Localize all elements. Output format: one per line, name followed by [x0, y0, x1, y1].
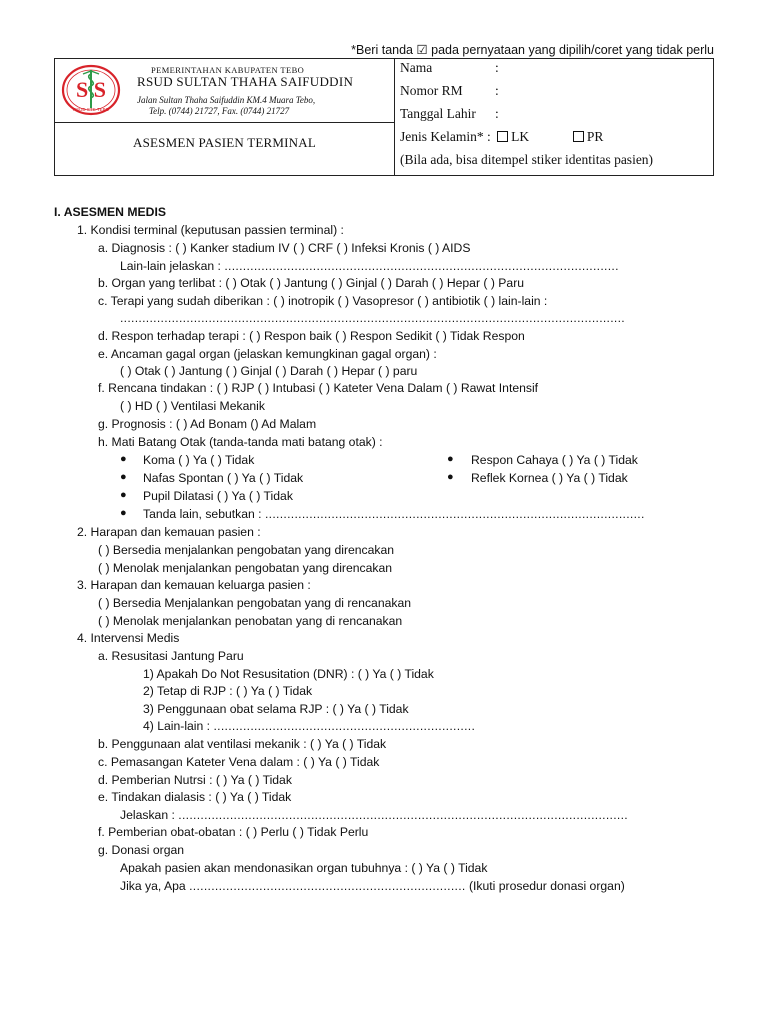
respon-cahaya-row[interactable]: Respon Cahaya ( ) Ya ( ) Tidak [471, 453, 638, 467]
item-1c-terapi[interactable]: c. Terapi yang sudah diberikan : ( ) inotropik ( ) Vasopresor ( ) antibiotik ( ) lain-lain : [98, 294, 548, 308]
instruction-note: *Beri tanda ☑ pada pernyataan yang dipilih/coret yang tidak perlu [351, 43, 714, 57]
bullet-icon: ● [120, 507, 127, 519]
item-4g-donasi: g. Donasi organ [98, 843, 185, 857]
item-4-intervensi: 4. Intervensi Medis [77, 631, 180, 645]
form-title: ASESMEN PASIEN TERMINAL [132, 135, 316, 150]
bullet-icon: ● [447, 471, 454, 483]
tanda-lain-label: Tanda lain, sebutkan : [143, 507, 265, 521]
nomor-rm-label: Nomor RM [400, 83, 463, 98]
item-4a4-lain-lain[interactable]: 4) Lain-lain : ....................................................................... [143, 719, 476, 733]
item-1a-lain-lain[interactable]: Lain-lain jelaskan : ........................................................................................................... [120, 259, 619, 273]
bullet-icon: ● [120, 453, 127, 465]
bullet-icon: ● [120, 489, 127, 501]
tanggal-lahir-label: Tanggal Lahir [400, 106, 476, 121]
lain-lain-4a4-label: 4) Lain-lain : [143, 719, 214, 733]
tanggal-lahir-colon: : [495, 106, 499, 121]
hospital-address: Jalan Sultan Thaha Saifuddin KM.4 Muara Tebo, [137, 95, 316, 105]
item-4g-jika-ya[interactable]: Jika ya, Apa ........................................................................... (Ikuti prosedur donasi organ) [120, 879, 625, 893]
government-name: PEMERINTAHAN KABUPATEN TEBO [151, 65, 305, 75]
koma-row[interactable]: Koma ( ) Ya ( ) Tidak [143, 453, 255, 467]
item-1c-fill-line[interactable]: ......................................................................................................................................... [120, 311, 625, 325]
item-1f-rencana[interactable]: f. Rencana tindakan : ( ) RJP ( ) Intubasi ( ) Kateter Vena Dalam ( ) Rawat Intensif [98, 381, 539, 395]
item-1g-prognosis[interactable]: g. Prognosis : ( ) Ad Bonam () Ad Malam [98, 417, 317, 431]
item-1-kondisi-terminal: 1. Kondisi terminal (keputusan passien terminal) : [77, 223, 344, 237]
item-4e-jelaskan[interactable]: Jelaskan : .......................................................................................................................... [120, 808, 628, 822]
logo-caption: RSUD STS TEBO [72, 107, 110, 112]
item-1e-ancaman: e. Ancaman gagal organ (jelaskan kemungkinan gagal organ) : [98, 347, 437, 361]
reflek-kornea-row[interactable]: Reflek Kornea ( ) Ya ( ) Tidak [471, 471, 628, 485]
item-2-harapan-pasien: 2. Harapan dan kemauan pasien : [77, 525, 261, 539]
item-3-bersedia[interactable]: ( ) Bersedia Menjalankan pengobatan yang di rencanakan [98, 596, 412, 610]
item-4a1-dnr[interactable]: 1) Apakah Do Not Resusitation (DNR) : ( ) Ya ( ) Tidak [143, 667, 434, 681]
tanda-lain-row[interactable]: Tanda lain, sebutkan : ....................................................................................................... [143, 507, 645, 521]
item-3-menolak[interactable]: ( ) Menolak menjalankan penobatan yang di rencanakan [98, 614, 403, 628]
hospital-name: RSUD SULTAN THAHA SAIFUDDIN [137, 74, 354, 89]
hospital-phone: Telp. (0744) 21727, Fax. (0744) 21727 [149, 106, 290, 116]
item-4a2-tetap-rjp[interactable]: 2) Tetap di RJP : ( ) Ya ( ) Tidak [143, 684, 313, 698]
lain-lain-label: Lain-lain jelaskan : [120, 259, 225, 273]
donasi-prosedur-note: (Ikuti prosedur donasi organ) [465, 879, 625, 893]
item-4a3-obat-rjp[interactable]: 3) Penggunaan obat selama RJP : ( ) Ya ( ) Tidak [143, 702, 409, 716]
bullet-icon: ● [447, 453, 454, 465]
nafas-spontan-row[interactable]: Nafas Spontan ( ) Ya ( ) Tidak [143, 471, 304, 485]
pr-label: PR [586, 129, 604, 144]
item-3-harapan-keluarga: 3. Harapan dan kemauan keluarga pasien : [77, 578, 311, 592]
jika-ya-label: Jika ya, Apa [120, 879, 190, 893]
item-2-menolak[interactable]: ( ) Menolak menjalankan pengobatan yang direncakan [98, 561, 393, 575]
item-1e-organ-options[interactable]: ( ) Otak ( ) Jantung ( ) Ginjal ( ) Darah ( ) Hepar ( ) paru [120, 364, 418, 378]
item-4e-dialisis[interactable]: e. Tindakan dialasis : ( ) Ya ( ) Tidak [98, 790, 292, 804]
item-2-bersedia[interactable]: ( ) Bersedia menjalankan pengobatan yang direncakan [98, 543, 395, 557]
item-1b-organ[interactable]: b. Organ yang terlibat : ( ) Otak ( ) Jantung ( ) Ginjal ( ) Darah ( ) Hepar ( ) Paru [98, 276, 525, 290]
item-4b-ventilasi[interactable]: b. Penggunaan alat ventilasi mekanik : ( ) Ya ( ) Tidak [98, 737, 387, 751]
lk-label: LK [511, 129, 530, 144]
item-4d-nutrisi[interactable]: d. Pemberian Nutrsi : ( ) Ya ( ) Tidak [98, 773, 292, 787]
bullet-icon: ● [120, 471, 127, 483]
item-1a-diagnosis[interactable]: a. Diagnosis : ( ) Kanker stadium IV ( ) CRF ( ) Infeksi Kronis ( ) AIDS [98, 241, 471, 255]
section-title: I. ASESMEN MEDIS [54, 205, 166, 219]
pupil-dilatasi-row[interactable]: Pupil Dilatasi ( ) Ya ( ) Tidak [143, 489, 293, 503]
item-4c-kateter[interactable]: c. Pemasangan Kateter Vena dalam : ( ) Ya ( ) Tidak [98, 755, 380, 769]
nama-label: Nama [400, 60, 433, 75]
item-1d-respon[interactable]: d. Respon terhadap terapi : ( ) Respon baik ( ) Respon Sedikit ( ) Tidak Respon [98, 329, 525, 343]
nama-colon: : [495, 60, 499, 75]
sticker-note: (Bila ada, bisa ditempel stiker identitas pasien) [400, 152, 654, 167]
jenis-kelamin-label: Jenis Kelamin* : [400, 129, 491, 144]
svg-text:S S: S S [76, 77, 106, 102]
item-1h-mati-batang-otak: h. Mati Batang Otak (tanda-tanda mati batang otak) : [98, 435, 383, 449]
item-4f-obat[interactable]: f. Pemberian obat-obatan : ( ) Perlu ( ) Tidak Perlu [98, 825, 369, 839]
item-1f-options[interactable]: ( ) HD ( ) Ventilasi Mekanik [120, 399, 265, 413]
jelaskan-label: Jelaskan : [120, 808, 179, 822]
item-4a-resusitasi: a. Resusitasi Jantung Paru [98, 649, 244, 663]
item-4g-pertanyaan[interactable]: Apakah pasien akan mendonasikan organ tubuhnya : ( ) Ya ( ) Tidak [120, 861, 488, 875]
nomor-rm-colon: : [495, 83, 499, 98]
